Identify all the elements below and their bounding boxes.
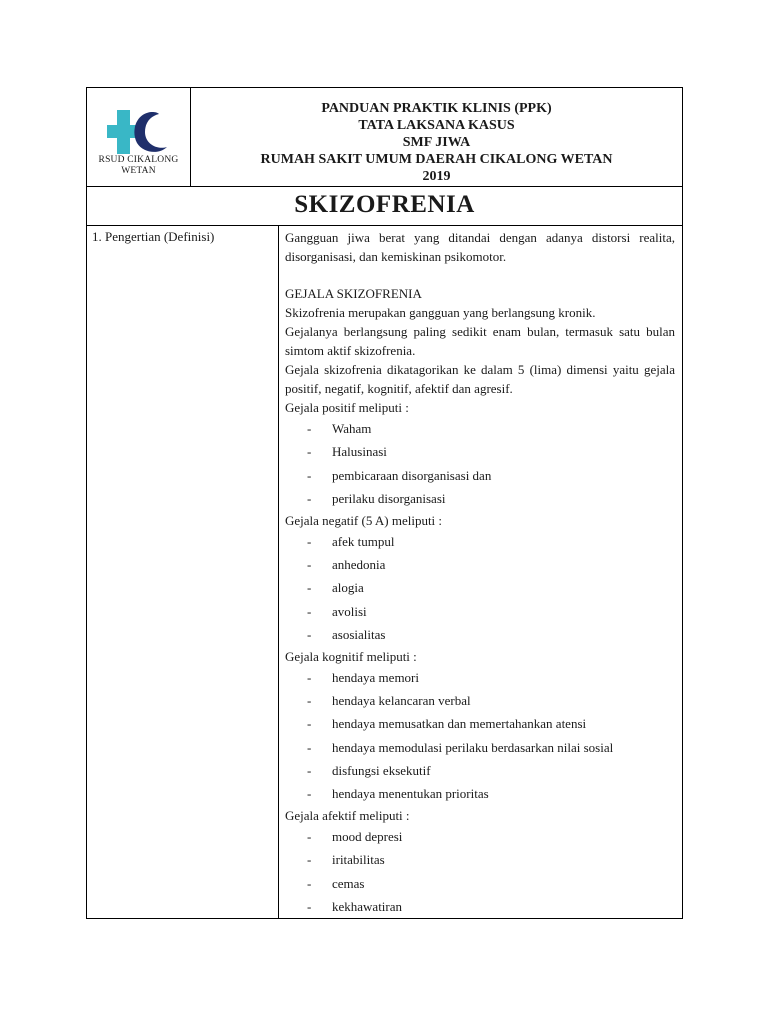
list-item: - cemas: [307, 875, 365, 891]
list-item: - afek tumpul: [307, 533, 395, 549]
list-item: - avolisi: [307, 603, 367, 619]
logo-cell: [87, 88, 191, 186]
paragraph-1: Skizofrenia merupakan gangguan yang berlangsung kronik.: [285, 305, 596, 320]
header-line-tata-laksana: TATA LAKSANA KASUS: [358, 118, 515, 133]
list-item: - hendaya kelancaran verbal: [307, 692, 471, 708]
list-item: - hendaya memori: [307, 669, 419, 685]
list-item: - mood depresi: [307, 828, 403, 844]
negative-heading: Gejala negatif (5 A) meliputi :: [285, 512, 443, 528]
list-item: - pembicaraan disorganisasi dan: [307, 467, 492, 483]
list-item: - asosialitas: [307, 627, 386, 643]
hospital-logo-icon: [107, 110, 169, 154]
content-table: [86, 225, 683, 919]
column-divider: [278, 225, 279, 918]
page-title: SKIZOFRENIA: [294, 191, 475, 218]
list-item: - hendaya memodulasi perilaku berdasarkan nilai sosial: [307, 739, 614, 755]
positive-heading: Gejala positif meliputi :: [285, 400, 409, 415]
cognitive-heading: Gejala kognitif meliputi :: [285, 648, 417, 664]
paragraph-2: Gejalanya berlangsung paling sedikit enam bulan, termasuk satu bulan simtom aktif skizofrenia.: [285, 324, 675, 358]
logo-caption: RSUD CIKALONG WETAN: [98, 155, 179, 176]
header-line-hospital: RUMAH SAKIT UMUM DAERAH CIKALONG WETAN: [260, 152, 613, 167]
section-label: 1. Pengertian (Definisi): [92, 229, 215, 244]
list-item: - perilaku disorganisasi: [307, 491, 446, 507]
header-line-smf: SMF JIWA: [402, 135, 471, 150]
list-item: - kekhawatiran: [307, 899, 403, 915]
list-item: - anhedonia: [307, 556, 386, 572]
title-row: [86, 185, 683, 226]
section-content: [285, 228, 675, 918]
definition-text: Gangguan jiwa berat yang ditandai dengan adanya distorsi realita, disorganisasi, dan kemiskinan psikomotor.: [285, 230, 675, 264]
document-header: [86, 87, 683, 187]
list-item: - hendaya memusatkan dan memertahankan atensi: [307, 716, 587, 732]
list-item: - iritabilitas: [307, 852, 385, 868]
subheading: GEJALA SKIZOFRENIA: [285, 286, 422, 301]
list-item: - hendaya menentukan prioritas: [307, 786, 489, 802]
header-title-block: [191, 100, 682, 185]
list-item: - Halusinasi: [307, 444, 387, 460]
list-item: - Waham: [307, 421, 372, 436]
header-line-year: 2019: [422, 169, 451, 184]
paragraph-3: Gejala skizofrenia dikatagorikan ke dalam 5 (lima) dimensi yaitu gejala positif, negatif, kognitif, afektif dan agresif.: [285, 362, 675, 396]
list-item: - alogia: [307, 580, 364, 596]
header-line-ppk: PANDUAN PRAKTIK KLINIS (PPK): [321, 101, 552, 116]
list-item: - disfungsi eksekutif: [307, 763, 431, 779]
affective-heading: Gejala afektif meliputi :: [285, 807, 410, 823]
